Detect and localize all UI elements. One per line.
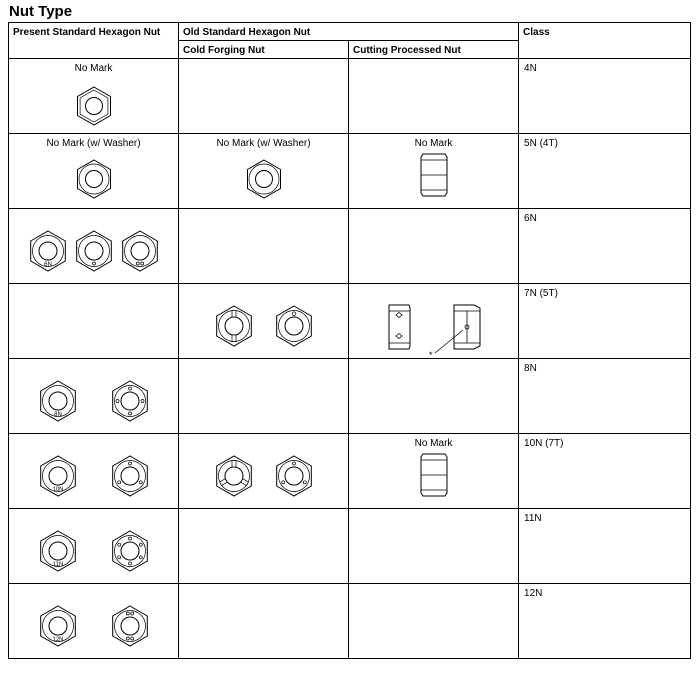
hex-nut-6n-mark-icon	[26, 229, 70, 273]
hex-nut-four-dot-mark-icon	[108, 379, 152, 423]
cold-forging-cell	[179, 434, 349, 509]
hex-nut-three-dot-mark-icon	[108, 454, 152, 498]
page-title: Nut Type	[9, 3, 73, 20]
hex-nut-triangle-dot-mark-icon	[272, 454, 316, 498]
header-cutting-processed: Cutting Processed Nut	[349, 41, 519, 59]
present-cell	[9, 134, 179, 209]
header-old: Old Standard Hexagon Nut	[179, 23, 519, 41]
nut-type-table	[8, 22, 691, 659]
cutting-processed-cell	[349, 284, 519, 359]
table-row	[9, 134, 691, 209]
cutting-note: No Mark	[414, 438, 453, 449]
hex-nut-two-dot-mark-icon	[118, 229, 162, 273]
washer-hex-nut-icon	[242, 157, 286, 201]
svg-text:12N: 12N	[51, 637, 64, 643]
hex-nut-six-dot-mark-icon	[108, 529, 152, 573]
cold-forging-cell	[179, 284, 349, 359]
present-cell	[9, 434, 179, 509]
cutting-processed-cell	[349, 134, 519, 209]
table-row	[9, 434, 691, 509]
svg-text:*: *	[429, 350, 433, 360]
hex-nut-one-dot-mark-icon	[72, 229, 116, 273]
present-cell	[9, 209, 179, 284]
class-cell: 6N	[519, 209, 691, 284]
hex-nut-11n-mark-icon	[36, 529, 80, 573]
table-row	[9, 59, 691, 134]
present-cell	[9, 509, 179, 584]
present-note: No Mark	[74, 63, 113, 74]
cutting-processed-cell	[349, 209, 519, 284]
cutting-processed-cell	[349, 434, 519, 509]
cutting-processed-cell	[349, 584, 519, 659]
class-cell: 4N	[519, 59, 691, 134]
svg-text:10N: 10N	[51, 487, 64, 493]
class-cell: 10N (7T)	[519, 434, 691, 509]
cold-forging-cell	[179, 584, 349, 659]
plain-hex-nut-icon	[72, 85, 116, 127]
side-view-nut-icon	[419, 152, 449, 198]
svg-text:11N: 11N	[52, 562, 63, 568]
hex-nut-double-dot-mark-icon	[108, 604, 152, 648]
present-cell	[9, 284, 179, 359]
present-cell	[9, 359, 179, 434]
table-row	[9, 284, 691, 359]
washer-hex-nut-icon	[72, 157, 116, 201]
table-row	[9, 509, 691, 584]
cold-forging-cell	[179, 209, 349, 284]
table-row	[9, 209, 691, 284]
leader-line-icon	[427, 329, 477, 361]
table-row	[9, 359, 691, 434]
class-cell: 11N	[519, 509, 691, 584]
header-cold-forging: Cold Forging Nut	[179, 41, 349, 59]
cutting-processed-cell	[349, 509, 519, 584]
class-cell: 8N	[519, 359, 691, 434]
header-class: Class	[519, 23, 691, 59]
hex-nut-dot-mark-icon	[272, 304, 316, 348]
cold-forging-cell	[179, 134, 349, 209]
cold-forging-cell	[179, 359, 349, 434]
cold-forging-cell	[179, 509, 349, 584]
class-cell: 12N	[519, 584, 691, 659]
present-cell	[9, 584, 179, 659]
cutting-processed-cell	[349, 59, 519, 134]
svg-text:6N: 6N	[43, 262, 52, 268]
hex-nut-12n-mark-icon	[36, 604, 80, 648]
present-note: No Mark (w/ Washer)	[46, 138, 141, 149]
hex-nut-10n-mark-icon	[36, 454, 80, 498]
side-view-nut-icon	[419, 452, 449, 498]
hex-nut-notched-mark-icon	[212, 304, 256, 348]
cold-forging-cell	[179, 59, 349, 134]
hex-nut-three-notch-mark-icon	[212, 454, 256, 498]
table-row	[9, 584, 691, 659]
class-cell: 7N (5T)	[519, 284, 691, 359]
side-view-nut-dots-icon	[386, 301, 412, 353]
svg-text:8N: 8N	[53, 412, 62, 418]
header-present: Present Standard Hexagon Nut	[9, 23, 179, 59]
cutting-processed-cell	[349, 359, 519, 434]
class-cell: 5N (4T)	[519, 134, 691, 209]
cold-note: No Mark (w/ Washer)	[216, 138, 311, 149]
present-cell	[9, 59, 179, 134]
cutting-note: No Mark	[414, 138, 453, 149]
hex-nut-8n-mark-icon	[36, 379, 80, 423]
